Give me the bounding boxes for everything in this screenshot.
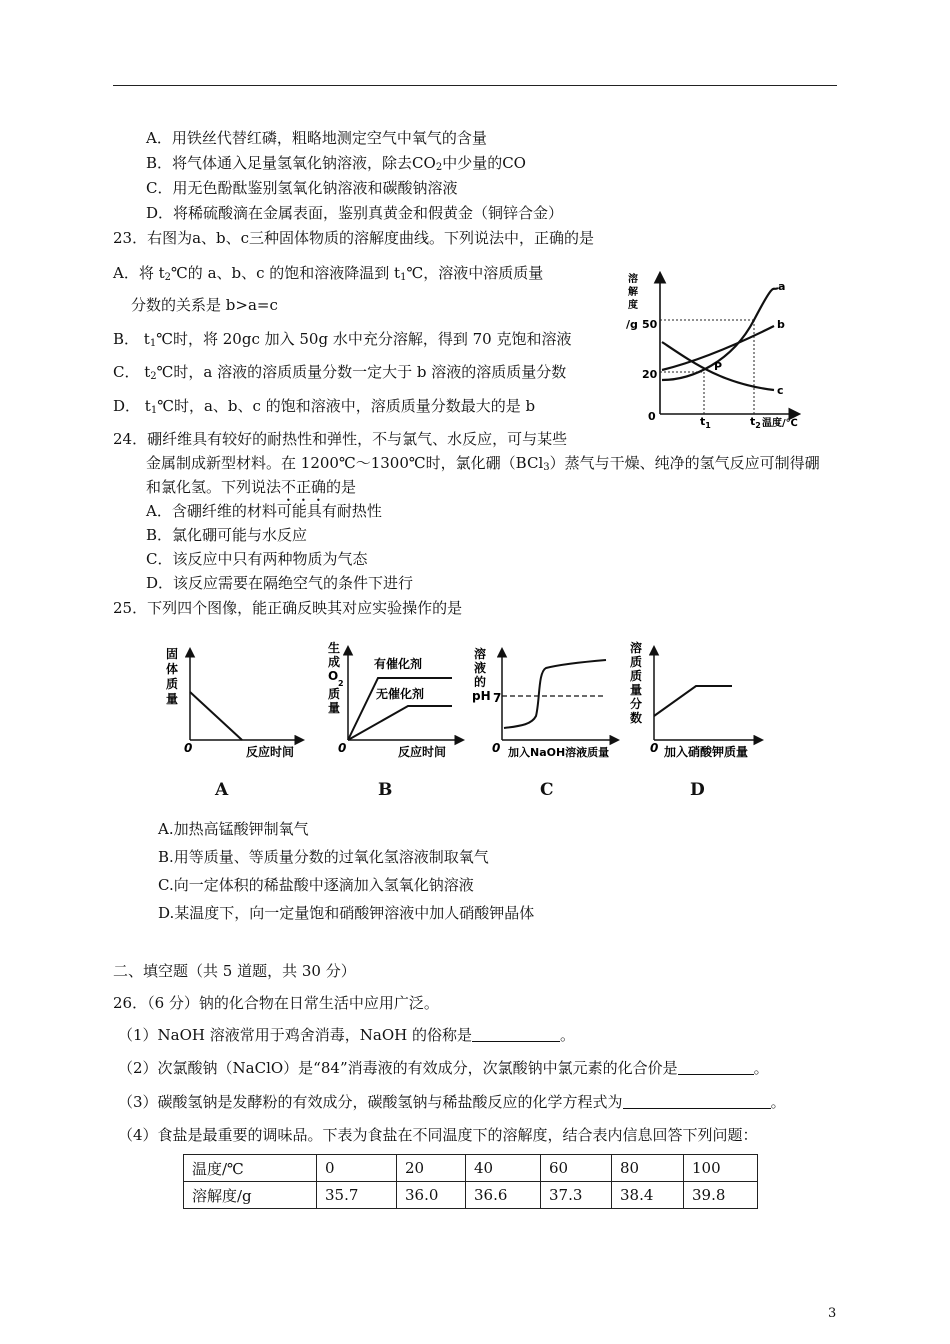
graph-d-xlabel: 加入硝酸钾质量 xyxy=(664,745,749,759)
y-label-3: 度 xyxy=(628,300,638,311)
graph-b-line1-label: 有催化剂 xyxy=(374,657,423,671)
q25-option-a: A.加热高锰酸钾制氧气 xyxy=(158,820,309,838)
y-tick-20: 20 xyxy=(642,368,658,381)
graph-c-ylabel-2: 液 xyxy=(474,661,487,675)
graph-d-origin: 0 xyxy=(650,741,659,755)
graph-b-no-catalyst-line xyxy=(348,706,452,740)
graph-b-ylabel-6: 量 xyxy=(328,701,341,715)
graph-d-ylabel-5: 分 xyxy=(630,697,643,711)
q22-option-a: A．用铁丝代替红磷，粗略地测定空气中氧气的含量 xyxy=(146,129,487,147)
answer-blank-3[interactable] xyxy=(623,1094,771,1109)
t1-label: $t_1$ xyxy=(700,415,711,430)
y-label-2: 解 xyxy=(628,287,638,298)
graph-d-letter: D xyxy=(690,780,705,800)
q22-option-d: D．将稀硫酸滴在金属表面，鉴别真黄金和假黄金（铜锌合金） xyxy=(146,204,564,222)
table-cell: 38.4 xyxy=(612,1182,684,1209)
curve-c-label: c xyxy=(777,384,784,397)
q26-stem: 26．（6 分）钠的化合物在日常生活中应用广泛。 xyxy=(113,994,439,1012)
graph-c-ylabel-3: 的 xyxy=(474,675,487,689)
graph-b-line2-label: 无催化剂 xyxy=(376,687,425,701)
graph-b-ylabel-5: 质 xyxy=(328,687,341,701)
q22-option-b: B．将气体通入足量氢氧化钠溶液，除去$CO_2$中少量的CO xyxy=(146,154,526,173)
table-cell: 36.6 xyxy=(466,1182,541,1209)
section-2-heading: 二、填空题（共 5 道题，共 30 分） xyxy=(113,962,356,980)
q22-option-c: C．用无色酚酞鉴别氢氧化钠溶液和碳酸钠溶液 xyxy=(146,179,458,197)
q25-option-b: B.用等质量、等质量分数的过氧化氢溶液制取氧气 xyxy=(158,848,489,866)
graph-d-ylabel-4: 量 xyxy=(630,683,643,697)
graph-b-origin: 0 xyxy=(338,741,347,755)
graph-a-letter: A xyxy=(215,780,229,800)
x-axis-label: 温度/℃ xyxy=(762,418,798,429)
graph-a-ylabel-1: 固 xyxy=(166,647,179,661)
q25-option-c: C.向一定体积的稀盐酸中逐滴加入氢氧化钠溶液 xyxy=(158,876,474,894)
table-cell: 80 xyxy=(612,1155,684,1182)
table-cell: 100 xyxy=(684,1155,758,1182)
graph-c-xlabel: 加入NaOH溶液质量 xyxy=(508,746,610,759)
q24-option-d: D．该反应需要在隔绝空气的条件下进行 xyxy=(146,574,414,592)
page-number: 3 xyxy=(828,1306,837,1321)
y-unit: /g xyxy=(626,318,638,331)
curve-b-label: b xyxy=(777,318,785,331)
graph-a xyxy=(162,640,307,760)
graph-b-xlabel: 反应时间 xyxy=(398,745,447,759)
table-cell: 37.3 xyxy=(541,1182,612,1209)
origin-label: 0 xyxy=(648,410,656,423)
q24-option-a: A．含硼纤维的材料可能具有耐热性 xyxy=(146,502,382,520)
graph-d-line xyxy=(654,686,732,716)
t2-label: $t_2$ xyxy=(750,415,761,430)
graph-b-ylabel-3: O xyxy=(328,669,339,683)
table-row xyxy=(184,1155,758,1182)
table-cell: 20 xyxy=(397,1155,466,1182)
graph-a-origin: 0 xyxy=(184,741,193,755)
table-cell: 39.8 xyxy=(684,1182,758,1209)
graph-b-ylabel-1: 生 xyxy=(328,641,341,655)
solubility-curve-graph xyxy=(622,262,812,432)
q24-stem-line1: 24．硼纤维具有较好的耐热性和弹性，不与氯气、水反应，可与某些 xyxy=(113,430,568,448)
graph-d-ylabel-3: 质 xyxy=(630,669,643,683)
emphasis-not-correct: 不正确 xyxy=(281,478,327,496)
q23-option-b: B． $t_1℃$时，将 20gc 加入 50g 水中充分溶解，得到 70 克饱和溶液 xyxy=(113,330,572,349)
graph-c-ylabel-4: pH xyxy=(472,689,491,703)
table-cell: 溶解度/g xyxy=(184,1182,317,1209)
q23-option-a-line1: A．将 $t_2℃$的 a、b、c 的饱和溶液降温到 $t_1℃$，溶液中溶质质量 xyxy=(113,264,544,283)
graph-c-curve xyxy=(504,660,606,728)
y-label-1: 溶 xyxy=(628,274,638,285)
graph-d-ylabel-2: 质 xyxy=(630,655,643,669)
table-row xyxy=(184,1182,758,1209)
q26-part1: （1）NaOH 溶液常用于鸡舍消毒，NaOH 的俗称是 。 xyxy=(118,1026,575,1044)
q24-stem-line2: 金属制成新型材料。在 1200℃～1300℃时，氯化硼（BCl$_3$）蒸气与干燥、纯净的氢气反应可制得硼 xyxy=(146,454,820,473)
graph-d-ylabel-6: 数 xyxy=(630,711,643,725)
q26-part4: （4）食盐是最重要的调味品。下表为食盐在不同温度下的溶解度，结合表内信息回答下列问题： xyxy=(118,1126,758,1144)
answer-blank-1[interactable] xyxy=(472,1027,560,1042)
table-cell: 温度/℃ xyxy=(184,1155,317,1182)
graph-c-ylabel-1: 溶 xyxy=(474,647,487,661)
header-rule xyxy=(113,85,837,86)
graph-c-letter: C xyxy=(540,780,554,800)
point-p-label: P xyxy=(714,360,723,373)
q26-part3: （3）碳酸氢钠是发酵粉的有效成分，碳酸氢钠与稀盐酸反应的化学方程式为 。 xyxy=(118,1093,786,1111)
q26-part2: （2）次氯酸钠（NaClO）是“84”消毒液的有效成分，次氯酸钠中氯元素的化合价是 。 xyxy=(118,1059,769,1077)
curve-a-label: a xyxy=(778,280,786,293)
graph-a-ylabel-4: 量 xyxy=(166,692,179,706)
graph-a-line xyxy=(190,692,242,740)
graph-b-ylabel-4: 2 xyxy=(338,679,344,688)
graph-c-ph7: 7 xyxy=(493,691,502,705)
graph-a-xlabel: 反应时间 xyxy=(246,745,295,759)
graph-c xyxy=(472,640,622,760)
table-cell: 60 xyxy=(541,1155,612,1182)
q24-option-c: C．该反应中只有两种物质为气态 xyxy=(146,550,368,568)
table-cell: 0 xyxy=(317,1155,397,1182)
graph-c-origin: 0 xyxy=(492,741,501,755)
answer-blank-2[interactable] xyxy=(678,1060,754,1075)
graph-a-ylabel-2: 体 xyxy=(166,662,179,676)
q23-option-c: C． $t_2℃$时，a 溶液的溶质质量分数一定大于 b 溶液的溶质质量分数 xyxy=(113,363,567,382)
graph-d xyxy=(626,636,766,760)
graph-b-ylabel-2: 成 xyxy=(328,655,341,669)
table-cell: 40 xyxy=(466,1155,541,1182)
solubility-table xyxy=(183,1154,758,1209)
q25-stem: 25．下列四个图像，能正确反映其对应实验操作的是 xyxy=(113,599,463,617)
graph-b-letter: B xyxy=(378,780,393,800)
y-tick-50: 50 xyxy=(642,318,658,331)
q23-stem: 23．右图为a、b、c三种固体物质的溶解度曲线。下列说法中，正确的是 xyxy=(113,229,595,247)
q23-option-a-line2: 分数的关系是 b>a=c xyxy=(131,296,278,314)
q24-option-b: B．氯化硼可能与水反应 xyxy=(146,526,308,544)
table-cell: 36.0 xyxy=(397,1182,466,1209)
graph-b xyxy=(322,636,467,760)
q23-option-d: D． $t_1℃$时，a、b、c 的饱和溶液中，溶质质量分数最大的是 b xyxy=(113,397,536,416)
table-cell: 35.7 xyxy=(317,1182,397,1209)
graph-d-ylabel-1: 溶 xyxy=(630,641,643,655)
q24-stem-line3: 和氯化氢。下列说法不正确的是 xyxy=(146,478,357,496)
q25-option-d: D.某温度下，向一定量饱和硝酸钾溶液中加人硝酸钾晶体 xyxy=(158,904,535,922)
graph-a-ylabel-3: 质 xyxy=(166,677,179,691)
